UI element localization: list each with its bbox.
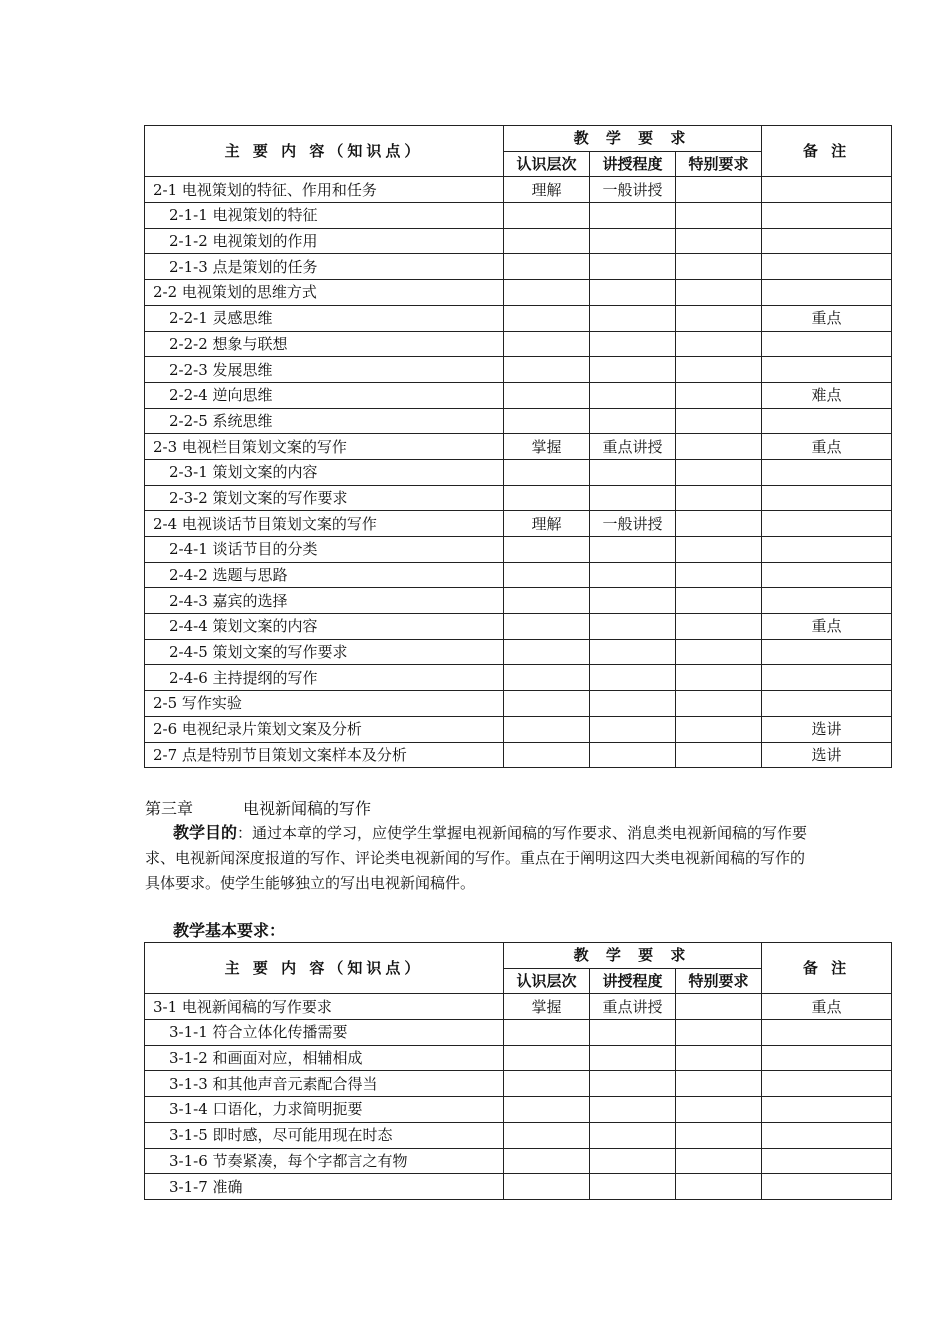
cell-notes (762, 1020, 892, 1046)
cell-notes: 重点 (762, 434, 892, 460)
header-special-requirements: 特别要求 (676, 151, 762, 177)
cell-teaching-depth (590, 742, 676, 768)
cell-knowledge-point: 2-2-3 发展思维 (145, 357, 504, 383)
table-row (145, 1071, 892, 1097)
cell-special-requirements (676, 177, 762, 203)
cell-knowledge-point: 3-1-4 口语化，力求简明扼要 (145, 1097, 504, 1123)
cell-knowledge-point: 2-2-1 灵感思维 (145, 305, 504, 331)
cell-special-requirements (676, 459, 762, 485)
table-row (145, 434, 892, 460)
table-row (145, 408, 892, 434)
cell-knowledge-point: 2-3-2 策划文案的写作要求 (145, 485, 504, 511)
cell-teaching-depth (590, 1122, 676, 1148)
table-row (145, 511, 892, 537)
cell-special-requirements (676, 588, 762, 614)
cell-notes (762, 639, 892, 665)
cell-knowledge-point: 2-1-3 点是策划的任务 (145, 254, 504, 280)
cell-special-requirements (676, 382, 762, 408)
cell-notes (762, 485, 892, 511)
cell-knowledge-point: 2-4-5 策划文案的写作要求 (145, 639, 504, 665)
requirements-table-chapter-3 (144, 942, 892, 1200)
table-row (145, 280, 892, 306)
cell-notes (762, 665, 892, 691)
cell-knowledge-point: 2-2 电视策划的思维方式 (145, 280, 504, 306)
cell-special-requirements (676, 1045, 762, 1071)
cell-cognition-level (504, 1020, 590, 1046)
table-body (145, 994, 892, 1200)
cell-notes (762, 1071, 892, 1097)
requirements-table-chapter-2 (144, 125, 892, 768)
cell-special-requirements (676, 1071, 762, 1097)
cell-teaching-depth (590, 1097, 676, 1123)
teaching-goal-label: 教学目的 (173, 823, 238, 842)
table-row (145, 665, 892, 691)
cell-special-requirements (676, 254, 762, 280)
cell-teaching-depth (590, 1174, 676, 1200)
cell-cognition-level (504, 1122, 590, 1148)
cell-notes (762, 1174, 892, 1200)
table-row (145, 588, 892, 614)
cell-knowledge-point: 2-2-5 系统思维 (145, 408, 504, 434)
cell-notes (762, 331, 892, 357)
cell-teaching-depth (590, 588, 676, 614)
table-row (145, 691, 892, 717)
cell-teaching-depth (590, 254, 676, 280)
cell-cognition-level (504, 1148, 590, 1174)
cell-teaching-depth: 一般讲授 (590, 511, 676, 537)
table-row (145, 1020, 892, 1046)
teaching-goal-text: ：通过本章的学习，应使学生掌握电视新闻稿的写作要求、消息类电视新闻稿的写作要求、电视新闻深度报道的写作、评论类电视新闻的写作。重点在于阐明这四大类电视新闻稿的写作的具体要求。使学生能够独立的写出电视新闻稿件。 (145, 824, 808, 892)
cell-knowledge-point: 2-4-4 策划文案的内容 (145, 614, 504, 640)
chapter-number: 第三章 (145, 799, 194, 818)
header-special-requirements: 特别要求 (676, 968, 762, 994)
cell-knowledge-point: 2-6 电视纪录片策划文案及分析 (145, 716, 504, 742)
cell-cognition-level: 理解 (504, 177, 590, 203)
cell-notes: 选讲 (762, 716, 892, 742)
cell-notes (762, 1148, 892, 1174)
cell-notes (762, 511, 892, 537)
cell-notes (762, 459, 892, 485)
header-notes: 备 注 (762, 126, 892, 177)
cell-teaching-depth (590, 691, 676, 717)
cell-notes (762, 1045, 892, 1071)
cell-teaching-depth: 重点讲授 (590, 994, 676, 1020)
cell-cognition-level (504, 665, 590, 691)
cell-knowledge-point: 2-1 电视策划的特征、作用和任务 (145, 177, 504, 203)
cell-knowledge-point: 3-1-5 即时感，尽可能用现在时态 (145, 1122, 504, 1148)
table-row (145, 459, 892, 485)
cell-notes (762, 254, 892, 280)
cell-notes: 重点 (762, 614, 892, 640)
table-row (145, 485, 892, 511)
table-row (145, 716, 892, 742)
cell-special-requirements (676, 1020, 762, 1046)
cell-knowledge-point: 3-1 电视新闻稿的写作要求 (145, 994, 504, 1020)
cell-cognition-level (504, 228, 590, 254)
cell-cognition-level (504, 537, 590, 563)
cell-cognition-level (504, 614, 590, 640)
cell-cognition-level (504, 459, 590, 485)
cell-notes (762, 562, 892, 588)
cell-knowledge-point: 3-1-2 和画面对应，相辅相成 (145, 1045, 504, 1071)
cell-teaching-depth (590, 382, 676, 408)
cell-notes (762, 177, 892, 203)
cell-teaching-depth (590, 1148, 676, 1174)
cell-special-requirements (676, 408, 762, 434)
header-teaching-depth: 讲授程度 (590, 151, 676, 177)
table-row (145, 305, 892, 331)
cell-cognition-level (504, 716, 590, 742)
table-row (145, 614, 892, 640)
cell-teaching-depth (590, 665, 676, 691)
cell-knowledge-point: 2-4-1 谈话节目的分类 (145, 537, 504, 563)
cell-cognition-level (504, 331, 590, 357)
cell-special-requirements (676, 434, 762, 460)
chapter-heading (145, 796, 371, 819)
cell-cognition-level (504, 588, 590, 614)
cell-special-requirements (676, 485, 762, 511)
cell-teaching-depth (590, 228, 676, 254)
cell-cognition-level: 理解 (504, 511, 590, 537)
chapter-title: 电视新闻稿的写作 (243, 799, 372, 818)
cell-knowledge-point: 3-1-1 符合立体化传播需要 (145, 1020, 504, 1046)
cell-cognition-level (504, 254, 590, 280)
cell-knowledge-point: 3-1-6 节奏紧凑，每个字都言之有物 (145, 1148, 504, 1174)
cell-notes (762, 280, 892, 306)
cell-cognition-level (504, 639, 590, 665)
cell-cognition-level (504, 408, 590, 434)
cell-cognition-level (504, 1045, 590, 1071)
cell-teaching-depth (590, 357, 676, 383)
cell-special-requirements (676, 305, 762, 331)
cell-teaching-depth (590, 1045, 676, 1071)
cell-knowledge-point: 2-1-2 电视策划的作用 (145, 228, 504, 254)
cell-special-requirements (676, 537, 762, 563)
cell-teaching-depth (590, 203, 676, 229)
cell-cognition-level (504, 742, 590, 768)
cell-knowledge-point: 2-3 电视栏目策划文案的写作 (145, 434, 504, 460)
table-body (145, 177, 892, 768)
cell-notes: 选讲 (762, 742, 892, 768)
cell-notes (762, 228, 892, 254)
cell-special-requirements (676, 716, 762, 742)
teaching-goal-paragraph (145, 820, 815, 896)
table-row (145, 537, 892, 563)
cell-teaching-depth (590, 280, 676, 306)
cell-special-requirements (676, 357, 762, 383)
cell-special-requirements (676, 1174, 762, 1200)
header-main-content: 主 要 内 容（知识点） (145, 126, 504, 177)
cell-cognition-level (504, 1071, 590, 1097)
table-row (145, 1148, 892, 1174)
cell-teaching-depth (590, 485, 676, 511)
table-row (145, 562, 892, 588)
cell-cognition-level (504, 357, 590, 383)
table-row (145, 177, 892, 203)
header-teaching-depth: 讲授程度 (590, 968, 676, 994)
cell-knowledge-point: 3-1-7 准确 (145, 1174, 504, 1200)
table-row (145, 254, 892, 280)
cell-knowledge-point: 2-4 电视谈话节目策划文案的写作 (145, 511, 504, 537)
cell-notes (762, 357, 892, 383)
table-row (145, 742, 892, 768)
cell-teaching-depth: 重点讲授 (590, 434, 676, 460)
cell-teaching-depth (590, 1020, 676, 1046)
cell-cognition-level (504, 382, 590, 408)
cell-special-requirements (676, 742, 762, 768)
cell-cognition-level (504, 203, 590, 229)
cell-teaching-depth (590, 408, 676, 434)
cell-cognition-level (504, 280, 590, 306)
cell-special-requirements (676, 511, 762, 537)
table-row (145, 331, 892, 357)
cell-notes (762, 408, 892, 434)
table-row (145, 1174, 892, 1200)
cell-teaching-depth (590, 537, 676, 563)
cell-knowledge-point: 2-4-3 嘉宾的选择 (145, 588, 504, 614)
cell-notes (762, 1097, 892, 1123)
table-row (145, 203, 892, 229)
cell-special-requirements (676, 1148, 762, 1174)
cell-notes (762, 203, 892, 229)
cell-special-requirements (676, 665, 762, 691)
cell-special-requirements (676, 331, 762, 357)
header-teaching-requirements: 教 学 要 求 (504, 126, 762, 152)
cell-special-requirements (676, 639, 762, 665)
cell-cognition-level (504, 305, 590, 331)
table-row (145, 1097, 892, 1123)
cell-notes (762, 588, 892, 614)
table-row (145, 639, 892, 665)
cell-notes (762, 1122, 892, 1148)
header-cognition-level: 认识层次 (504, 151, 590, 177)
cell-teaching-depth (590, 614, 676, 640)
cell-teaching-depth (590, 305, 676, 331)
cell-knowledge-point: 2-2-4 逆向思维 (145, 382, 504, 408)
cell-special-requirements (676, 1122, 762, 1148)
cell-teaching-depth (590, 1071, 676, 1097)
table-row (145, 1045, 892, 1071)
cell-notes (762, 691, 892, 717)
cell-special-requirements (676, 614, 762, 640)
cell-knowledge-point: 2-4-2 选题与思路 (145, 562, 504, 588)
header-notes: 备 注 (762, 943, 892, 994)
cell-special-requirements (676, 1097, 762, 1123)
cell-notes: 重点 (762, 994, 892, 1020)
cell-cognition-level: 掌握 (504, 434, 590, 460)
cell-knowledge-point: 3-1-3 和其他声音元素配合得当 (145, 1071, 504, 1097)
cell-notes: 难点 (762, 382, 892, 408)
cell-cognition-level (504, 562, 590, 588)
header-main-content: 主 要 内 容（知识点） (145, 943, 504, 994)
table-row (145, 357, 892, 383)
cell-special-requirements (676, 280, 762, 306)
cell-cognition-level (504, 1097, 590, 1123)
basic-requirements-label: 教学基本要求： (173, 921, 286, 940)
table-row (145, 228, 892, 254)
cell-teaching-depth (590, 716, 676, 742)
table-row (145, 1122, 892, 1148)
table-row (145, 994, 892, 1020)
cell-teaching-depth (590, 459, 676, 485)
cell-special-requirements (676, 562, 762, 588)
cell-knowledge-point: 2-2-2 想象与联想 (145, 331, 504, 357)
cell-knowledge-point: 2-1-1 电视策划的特征 (145, 203, 504, 229)
cell-teaching-depth (590, 562, 676, 588)
cell-cognition-level: 掌握 (504, 994, 590, 1020)
cell-teaching-depth (590, 639, 676, 665)
cell-knowledge-point: 2-5 写作实验 (145, 691, 504, 717)
cell-special-requirements (676, 691, 762, 717)
cell-teaching-depth: 一般讲授 (590, 177, 676, 203)
cell-knowledge-point: 2-3-1 策划文案的内容 (145, 459, 504, 485)
cell-cognition-level (504, 1174, 590, 1200)
cell-knowledge-point: 2-4-6 主持提纲的写作 (145, 665, 504, 691)
cell-special-requirements (676, 203, 762, 229)
cell-knowledge-point: 2-7 点是特别节目策划文案样本及分析 (145, 742, 504, 768)
cell-cognition-level (504, 485, 590, 511)
header-cognition-level: 认识层次 (504, 968, 590, 994)
table-row (145, 382, 892, 408)
cell-teaching-depth (590, 331, 676, 357)
cell-special-requirements (676, 994, 762, 1020)
cell-special-requirements (676, 228, 762, 254)
header-teaching-requirements: 教 学 要 求 (504, 943, 762, 969)
cell-notes (762, 537, 892, 563)
cell-notes: 重点 (762, 305, 892, 331)
cell-cognition-level (504, 691, 590, 717)
